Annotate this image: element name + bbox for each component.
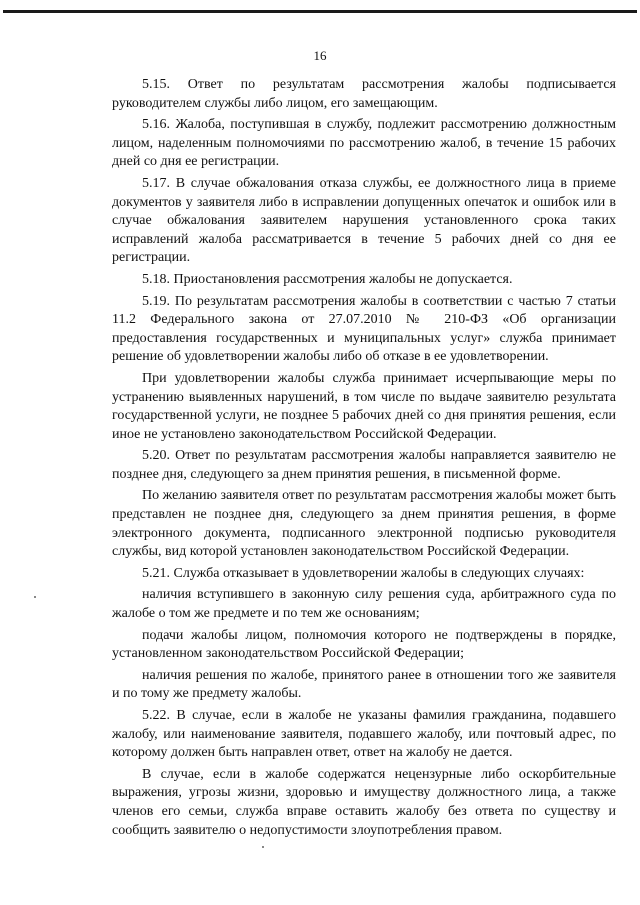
paragraph-5-19: 5.19. По результатам рассмотрения жалобы в соответствии с частью 7 статьи 11.2 Федерального закона от 27.07.2010 № 210-ФЗ «Об организации предоставления государственных и муниципальных услуг» служба принимает решение об удовлетворении жалобы либо об отказе в ее удовлетворении. (112, 293, 616, 365)
refusal-case-prior-decision: наличия решения по жалобе, принятого ранее в отношении того же заявителя и по тому же предмету жалобы. (112, 667, 616, 702)
paragraph-5-17: 5.17. В случае обжалования отказа службы, ее должностного лица в приеме документов у заявителя либо в исправлении допущенных опечаток и ошибок или в случае обжалования заявителем нарушения установленного срока таких исправлений жалоба рассматривается в течение 5 рабочих дней со дня ее регистрации. (112, 175, 616, 266)
paragraph-5-22: 5.22. В случае, если в жалобе не указаны фамилия гражданина, подавшего жалобу, или наименование заявителя, подавшего жалобу, или почтовый адрес, по которому должен быть направлен ответ, ответ на жалобу не дается. (112, 708, 616, 761)
top-border-line (3, 10, 637, 13)
paragraph-5-16: 5.16. Жалоба, поступившая в службу, подлежит рассмотрению должностным лицом, наделенным полномочиями по рассмотрению жалоб, в течение 15 рабочих дней со дня ее регистрации. (112, 117, 616, 170)
paragraph-5-15: 5.15. Ответ по результатам рассмотрения жалобы подписывается руководителем службы либо лицом, его замещающим. (112, 77, 616, 111)
paragraph-5-18: 5.18. Приостановления рассмотрения жалобы не допускается. (142, 271, 513, 287)
page-number: 16 (313, 48, 327, 63)
scan-speck (262, 846, 264, 848)
document-body (112, 76, 616, 843)
paragraph-offensive-content: В случае, если в жалобе содержатся нецензурные либо оскорбительные выражения, угрозы жизни, здоровью и имуществу должностного лица, а также членов его семьи, служба вправе оставить жалобу без ответа по существу и сообщить заявителю о недопустимости злоупотребления правом. (112, 766, 616, 838)
refusal-case-unconfirmed-authority: подачи жалобы лицом, полномочия которого не подтверждены в порядке, установленном законодательством Российской Федерации; (112, 627, 616, 662)
refusal-case-court-decision: наличия вступившего в законную силу решения суда, арбитражного суда по жалобе о том же предмете и по тем же основаниям; (112, 587, 616, 622)
paragraph-5-21: 5.21. Служба отказывает в удовлетворении жалобы в следующих случаях: (142, 565, 585, 581)
scan-speck (34, 596, 36, 598)
paragraph-remedy-measures: При удовлетворении жалобы служба принимает исчерпывающие меры по устранению выявленных нарушений, в том числе по выдаче заявителю результата государственной услуги, не позднее 5 рабочих дней со дня принятия решения, если иное не установлено законодательством Российской Федерации. (112, 370, 616, 442)
paragraph-electronic-response: По желанию заявителя ответ по результатам рассмотрения жалобы может быть представлен не позднее дня, следующего за днем принятия решения, в форме электронного документа, подписанного электронной подписью руководителя службы, вид которой установлен законодательством Российской Федерации. (112, 488, 616, 560)
paragraph-5-20: 5.20. Ответ по результатам рассмотрения жалобы направляется заявителю не позднее дня, следующего за днем принятия решения, в письменной форме. (112, 448, 616, 482)
